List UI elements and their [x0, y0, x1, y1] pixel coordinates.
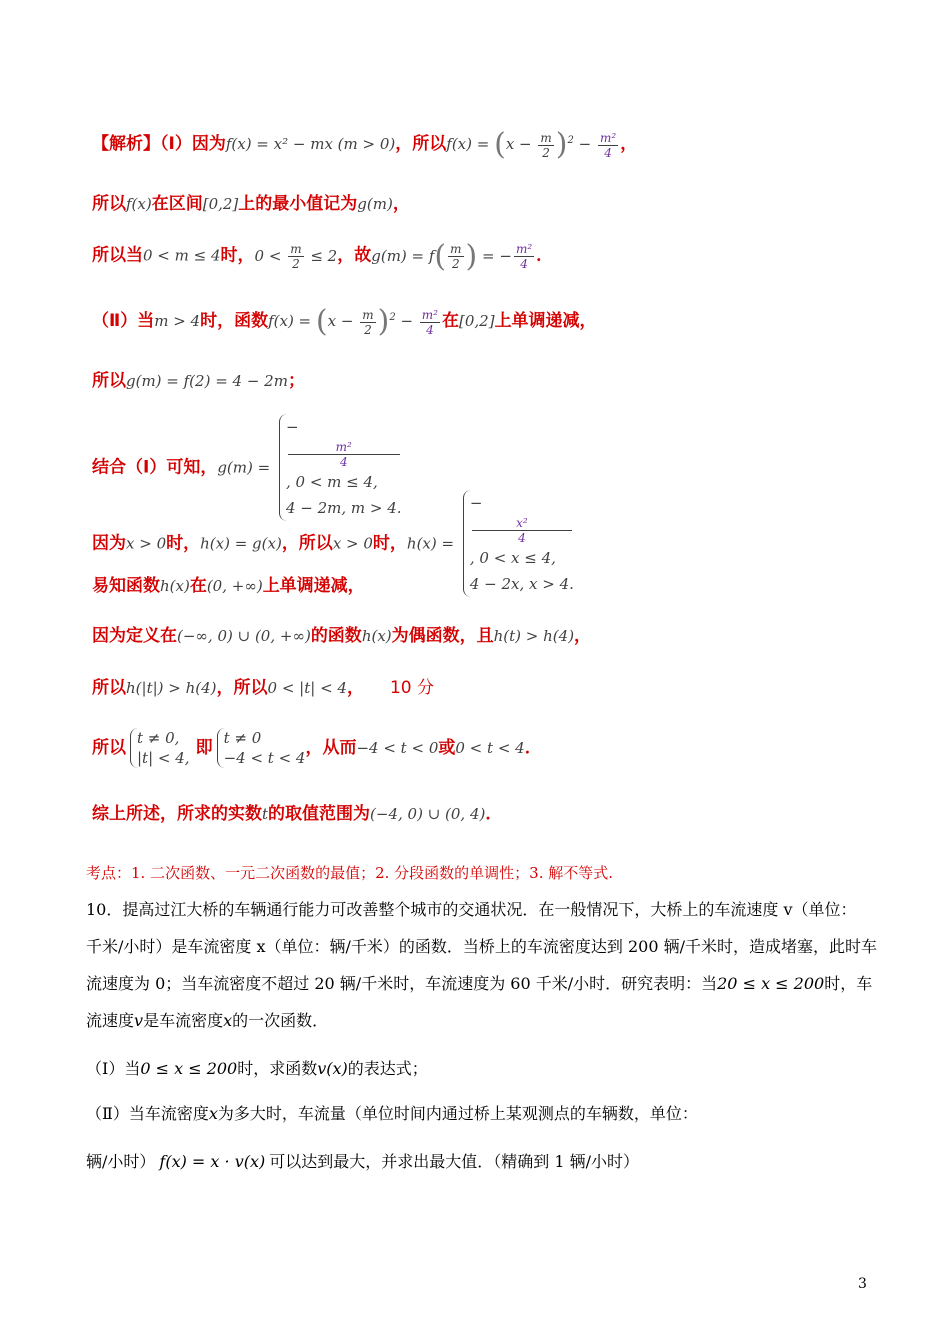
text: 因为 [92, 533, 126, 554]
formula: h(x) [160, 577, 190, 595]
text: ，所以 [216, 678, 268, 698]
text: ； [287, 371, 305, 391]
formula: h(t) > h(4) [493, 627, 575, 645]
formula: 0 < $\frac{m}{2}$ ≤ 2 [254, 242, 338, 271]
text: 易知函数 [92, 576, 160, 596]
text: 或 [438, 738, 456, 758]
problem-line-3: 流速度为 0；当车流密度不超过 20 辆/千米时，车流速度为 60 千米/小时．研究表明：当20 ≤ x ≤ 200时，车 [86, 974, 873, 993]
text: 为偶函数，且 [391, 626, 494, 646]
formula: h(|t|) > h(4) [126, 679, 217, 697]
formula: 0 < m ≤ 4 [143, 246, 221, 265]
text: 所以 [92, 194, 126, 214]
text: ， [346, 678, 364, 698]
text: （Ⅱ）当 [92, 311, 155, 331]
solution-line-12 [92, 803, 502, 825]
solution-line-10 [92, 677, 434, 699]
formula: (−∞, 0) ∪ (0, +∞) [177, 627, 311, 645]
text: ， [620, 134, 638, 154]
formula: [0,2] [202, 195, 239, 213]
formula: (0, +∞) [206, 577, 263, 595]
text: 的函数 [310, 626, 362, 646]
formula: [0,2] [459, 312, 495, 330]
knowledge-points: 考点：1. 二次函数、一元二次函数的最值；2. 分段函数的单调性；3. 解不等式. [86, 864, 614, 882]
text: ， [574, 626, 592, 646]
formula: x > 0 [126, 534, 167, 553]
formula: f(x) = (x − $\frac{m}{2}$ )$^2$ − $\frac{\text{m²}}{4}$ [446, 127, 617, 162]
problem-question-2-cont: 辆/小时） f(x) = x · v(x) 可以达到最大，并求出最大值．（精确到 1 辆/小时） [86, 1152, 639, 1171]
text: ，从而 [305, 738, 357, 758]
formula: t [262, 805, 269, 823]
formula: f(x) [126, 195, 152, 213]
text: 即 [195, 738, 213, 758]
formula: f(x) = x² − mx (m > 0) [225, 135, 396, 153]
formula: g(m) = f(2) = 4 − 2m [126, 372, 288, 390]
text: 时，函数 [200, 311, 269, 331]
text: 上单调递减， [262, 576, 365, 596]
text: 所以 [92, 371, 126, 391]
page-number: 3 [858, 1276, 867, 1292]
text: ，所以 [395, 134, 447, 154]
analysis-tag: 【解析】 [92, 134, 160, 154]
text: 的取值范围为 [268, 804, 371, 824]
problem-line-1: 10．提高过江大桥的车辆通行能力可改善整个城市的交通状况．在一般情况下，大桥上的车流速度 v（单位： [86, 900, 857, 919]
solution-line-2 [92, 193, 410, 215]
formula: 0 < t < 4 [455, 739, 525, 757]
text: ． [485, 804, 503, 824]
formula: (−4, 0) ∪ (0, 4) [370, 805, 486, 823]
problem-line-2: 千米/小时）是车流密度 x（单位：辆/千米）的函数．当桥上的车流密度达到 200 辆/千米时，造成堵塞，此时车 [86, 937, 877, 956]
solution-line-1 [92, 127, 638, 162]
text: （Ⅰ）因为 [160, 134, 226, 154]
system-brace: t ≠ 0, |t| < 4, [130, 728, 190, 768]
text: 所以 [92, 678, 126, 698]
text: 上的最小值记为 [238, 194, 358, 214]
piecewise-brace: − m² 4 , 0 < m ≤ 4, 4 − 2m, m > 4. [279, 414, 402, 521]
formula: f(x) = (x − $\frac{m}{2}$ )$^2$ − $\frac{\text{m²}}{4}$ [268, 304, 438, 339]
problem-question-1: （Ⅰ）当0 ≤ x ≤ 200时，求函数v(x)的表达式； [86, 1059, 428, 1078]
text: 在 [442, 311, 459, 331]
text: 综上所述，所求的实数 [92, 804, 262, 824]
text: ． [536, 245, 554, 266]
formula: g(m) [357, 195, 393, 213]
problem-question-2: （Ⅱ）当车流密度x为多大时，车流量（单位时间内通过桥上某观测点的车辆数，单位： [86, 1104, 698, 1123]
solution-line-4 [92, 304, 597, 339]
text: 时， [372, 533, 407, 554]
formula: h(x) = g(x) [200, 534, 282, 553]
text: 上单调递减， [494, 311, 597, 331]
text: 所以 [92, 738, 126, 758]
text: ，故 [337, 245, 372, 266]
solution-line-9 [92, 625, 591, 647]
text: ． [524, 738, 542, 758]
text: 结合（Ⅰ）可知， [92, 457, 218, 478]
problem-line-4: 流速度v是车流密度x的一次函数． [86, 1011, 329, 1030]
text: 时， [166, 533, 201, 554]
formula: −4 < t < 0 [356, 739, 439, 757]
system-brace: t ≠ 0 −4 < t < 4 [217, 728, 306, 768]
text: 在 [189, 576, 207, 596]
formula: h(x) = [406, 534, 459, 553]
text: 所以当 [92, 245, 143, 266]
formula: x > 0 [332, 534, 373, 553]
solution-line-3 [92, 238, 554, 274]
text: 时， [220, 245, 255, 266]
score-note: 10 分 [389, 678, 434, 698]
solution-line-8 [92, 575, 365, 597]
formula: g(m) = [217, 458, 275, 477]
formula: h(x) [361, 627, 392, 645]
text: 在区间 [151, 194, 203, 214]
piecewise-brace: − x² 4 , 0 < x ≤ 4, 4 − 2x, x > 4. [463, 490, 574, 597]
solution-line-5 [92, 370, 305, 392]
solution-line-11 [92, 728, 542, 768]
text: ， [392, 194, 410, 214]
text: 因为定义在 [92, 626, 177, 646]
formula: m > 4 [154, 312, 201, 330]
formula: g(m) = f( $\frac{m}{2}$ ) = − $\frac{\text{m²}}{4}$ [371, 238, 533, 274]
formula: 0 < |t| < 4 [267, 679, 347, 697]
text: ，所以 [281, 533, 333, 554]
